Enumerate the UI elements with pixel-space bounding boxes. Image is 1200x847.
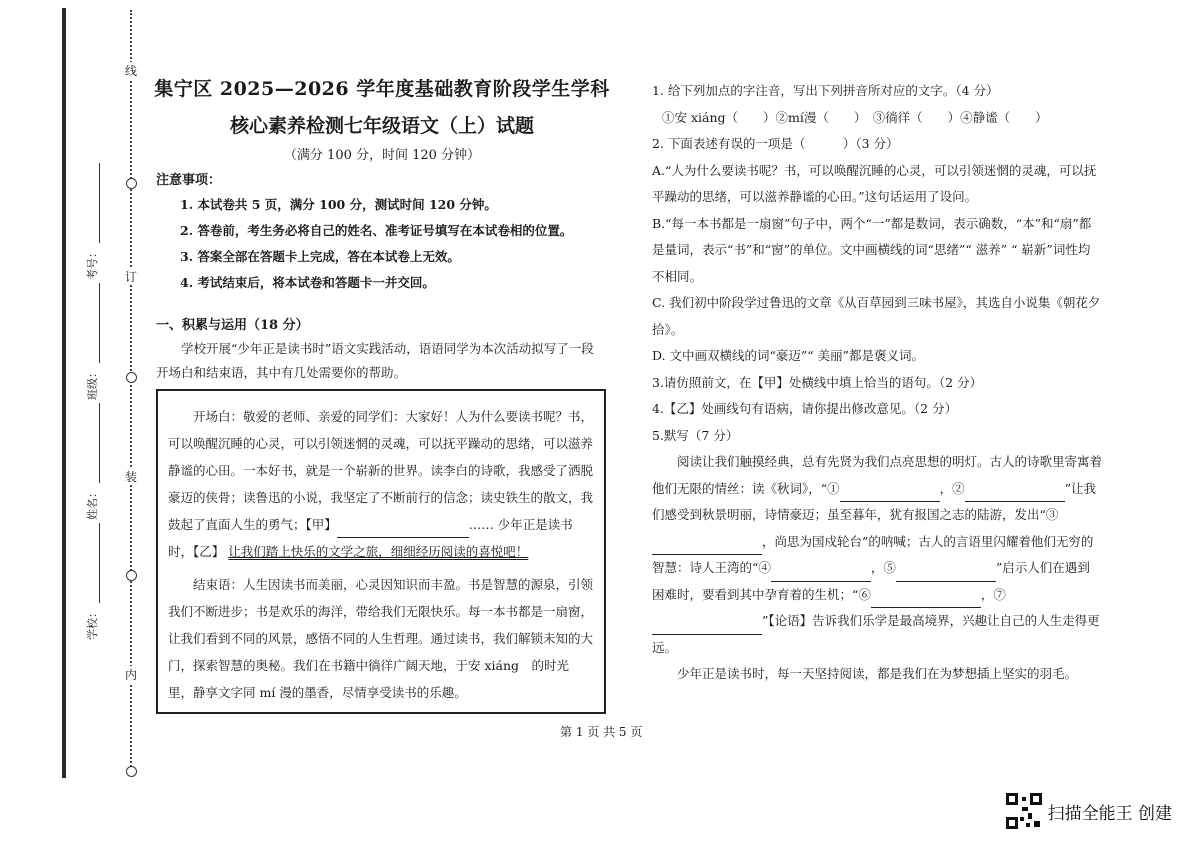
page-subtitle: （满分 100 分，时间 120 分钟） (283, 148, 481, 163)
question-3: 3.请仿照前文，在【甲】处横线中填上恰当的语句。（2 分） (652, 374, 983, 390)
binding-hole (126, 178, 137, 189)
blank-7 (652, 616, 762, 635)
binding-margin (0, 0, 150, 780)
sentence-yi: 让我们踏上快乐的文学之旅，细细经历阅读的喜悦吧！ (228, 544, 529, 559)
notice-item: 3. 答案全部在答题卡上完成，答在本试卷上无效。 (180, 249, 460, 264)
opening-text: 开场白：敬爱的老师、亲爱的同学们：大家好！人为什么要读书呢？书，可以唤醒沉睡的心灵，可以引领迷惘的灵魂，可以抚平躁动的思绪，可以滋养静谧的心田。一本好书，就是一个崭新的世界。读李白的诗歌，我感受了洒脱豪迈的侠骨；读鲁迅的小说，我坚定了不断前行的信念；读史铁生的散文，我鼓起了直面人生的勇气；【甲】 (168, 409, 594, 532)
notice-item: 2. 答卷前，考生务必将自己的姓名、准考证号填写在本试卷相的位置。 (180, 223, 573, 238)
page-title-line1: 集宁区 2025—2026 学年度基础教育阶段学生学科 (154, 78, 610, 100)
notice-item: 4. 考试结束后，将本试卷和答题卡一并交回。 (180, 275, 435, 290)
binding-label-ding: 订 (124, 270, 137, 284)
qr-code-icon (1006, 793, 1042, 829)
page-number: 第 1 页 共 5 页 (560, 725, 643, 739)
binding-hole (126, 570, 137, 581)
passage-box (156, 389, 606, 714)
class-field: 班级： (84, 283, 100, 400)
blank-2 (965, 483, 1065, 502)
question-4: 4.【乙】处画线句有语病，请你提出修改意见。（2 分） (652, 401, 958, 416)
scanner-watermark (1006, 793, 1172, 829)
binding-dotted-line (130, 10, 132, 775)
blank-1 (840, 483, 940, 502)
section-intro: 学校开展“少年正是读书时”语文实践活动，语语同学为本次活动拟写了一段开场白和结束语，其中有几处需要你的帮助。 (156, 341, 594, 380)
binding-label-nei: 内 (124, 668, 137, 682)
blank-6 (871, 589, 981, 608)
blank-3 (652, 536, 762, 555)
closing-line: 少年正是读书时，每一天坚持阅读，都是我们在为梦想插上坚实的羽毛。 (677, 666, 1078, 681)
blank-4 (771, 563, 871, 582)
question-5: 5.默写（7 分） (652, 427, 739, 443)
exam-number-field: 考号： (84, 163, 100, 280)
blank-5 (896, 563, 996, 582)
question-1-items: ①安 xiáng（ ）②mí漫（ ） ③徜徉（ ）④静谧（ ） (662, 109, 1048, 125)
dictation-passage: 阅读让我们触摸经典，总有先贤为我们点亮思想的明灯。古人的诗歌里寄寓着他们无限的情丝：读《秋词》，“① ，② ”让我们感受到秋景明丽，诗情豪迈；虽至暮年，犹有报国之志的陆游，发出“③，尚思为国戍轮台”的呐喊；古人的言语里闪耀着他们无穷的智慧：诗人王湾的“④ ，⑤ ”启示人们在遇到困难时，要看到其中孕育着的生机；“⑥ ，⑦”【论语】告诉我们乐学是最高境界，兴趣让自己的人生走得更远。 (652, 454, 1103, 655)
opening-paragraph (168, 403, 594, 565)
notice-item: 1. 本试卷共 5 页，满分 100 分，测试时间 120 分钟。 (180, 197, 497, 212)
name-field: 姓名： (84, 403, 100, 520)
blank-jia (337, 519, 469, 538)
option-a: A.“人为什么要读书呢？书，可以唤醒沉睡的心灵，可以引领迷惘的灵魂，可以抚平躁动的思绪，可以滋养静谧的心田。”这句话运用了设问。 (652, 162, 1097, 204)
school-field: 学校： (84, 523, 100, 640)
watermark-text: 扫描全能王 创建 (1047, 803, 1172, 824)
closing-paragraph: 结束语：人生因读书而美丽，心灵因知识而丰盈。书是智慧的源泉，引领我们不断进步；书是欢乐的海洋，带给我们无限快乐。每一本书都是一扇窗，让我们看到不同的风景，感悟不同的人生哲理。通过读书，我们解锁未知的大门，探索智慧的奥秘。我们在书籍中徜徉广阔天地，于安 xiáng 的时光里，静享文字同 mí 漫的墨香，尽情享受读书的乐趣。 (168, 577, 594, 700)
opening-text-cont: …… 少年正是读书时，【乙】 (168, 517, 573, 559)
question-2: 2. 下面表述有误的一项是（ ）（3 分） (652, 136, 899, 151)
binding-label-zhuang: 装 (124, 470, 137, 484)
binding-hole (126, 372, 137, 383)
option-c: C. 我们初中阶段学过鲁迅的文章《从百草园到三味书屋》，其选自小说集《朝花夕拾》。 (652, 295, 1101, 337)
notice-heading: 注意事项： (156, 173, 222, 188)
binding-hole (126, 766, 137, 777)
right-column (652, 78, 1102, 688)
question-1: 1. 给下列加点的字注音，写出下列拼音所对应的文字。（4 分） (652, 83, 999, 98)
left-column (152, 74, 612, 714)
section-heading: 一、积累与运用（18 分） (156, 318, 309, 333)
option-b: B.“每一本书都是一扇窗”句子中，两个“一”都是数词，表示确数，“本”和“扇”都是量词，表示“书”和“窗”的单位。文中画横线的词“思绪”“ 滋养” “ 崭新”词性均不相同。 (652, 215, 1092, 284)
option-d: D. 文中画双横线的词“豪迈”“ 美丽”都是褒义词。 (652, 348, 925, 363)
page-title-line2: 核心素养检测七年级语文（上）试题 (229, 115, 534, 137)
binding-label-xian: 线 (124, 64, 137, 78)
